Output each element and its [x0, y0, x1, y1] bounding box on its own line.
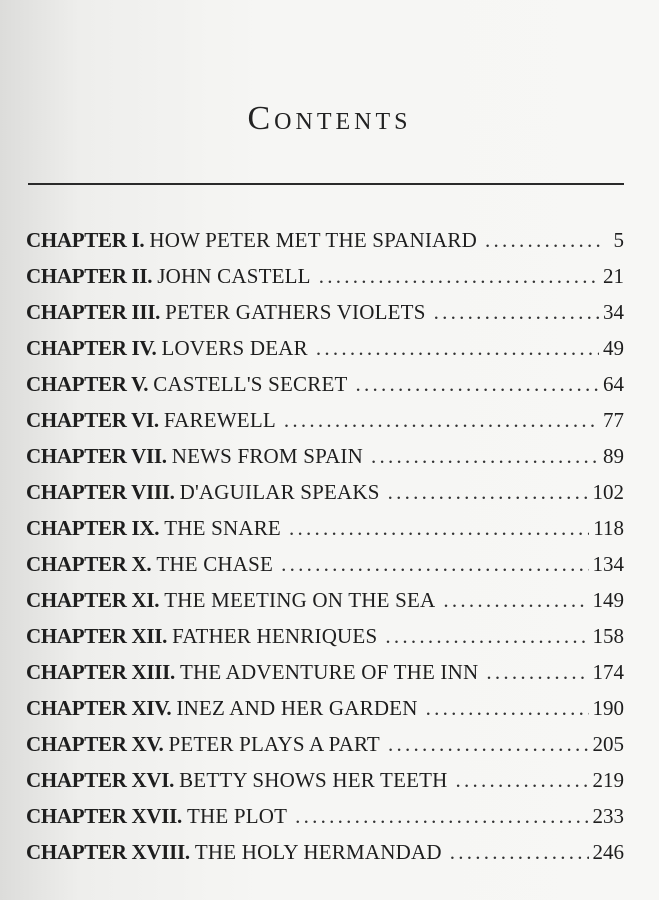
toc-entry[interactable]	[26, 258, 624, 294]
page-title: Contents	[247, 100, 412, 137]
toc-entry[interactable]	[26, 726, 624, 762]
toc-entry[interactable]	[26, 438, 624, 474]
chapter-title: THE ADVENTURE OF THE INN	[179, 660, 479, 684]
page-number: 246	[592, 840, 624, 864]
dot-leader	[443, 582, 588, 618]
toc-entry[interactable]	[26, 366, 624, 402]
chapter-number: CHAPTER XVIII.	[26, 840, 190, 864]
dot-leader	[295, 798, 588, 834]
toc-entry[interactable]	[26, 582, 624, 618]
chapter-title: INEZ AND HER GARDEN	[176, 696, 418, 720]
page-number: 64	[603, 372, 624, 396]
dot-leader	[385, 618, 588, 654]
page-number: 5	[613, 228, 624, 252]
page-number: 149	[592, 588, 624, 612]
chapter-number: CHAPTER VIII.	[26, 480, 175, 504]
chapter-number: CHAPTER VII.	[26, 444, 167, 468]
chapter-title: D'AGUILAR SPEAKS	[179, 480, 380, 504]
chapter-number: CHAPTER II.	[26, 264, 153, 288]
page-number: 89	[603, 444, 624, 468]
chapter-number: CHAPTER IX.	[26, 516, 160, 540]
dot-leader	[371, 438, 599, 474]
page-number: 158	[592, 624, 624, 648]
dot-leader	[289, 510, 589, 546]
dot-leader	[434, 294, 599, 330]
page-number: 233	[592, 804, 624, 828]
page-number: 49	[603, 336, 624, 360]
toc-entry[interactable]	[26, 798, 624, 834]
dot-leader	[319, 258, 599, 294]
chapter-title: CASTELL'S SECRET	[153, 372, 348, 396]
table-of-contents	[26, 222, 624, 870]
dot-leader	[388, 726, 589, 762]
dot-leader	[456, 762, 589, 798]
page-number: 34	[603, 300, 624, 324]
toc-entry[interactable]	[26, 510, 624, 546]
dot-leader	[450, 834, 589, 870]
chapter-title: HOW PETER MET THE SPANIARD	[149, 228, 477, 252]
chapter-title: LOVERS DEAR	[161, 336, 308, 360]
chapter-number: CHAPTER XII.	[26, 624, 168, 648]
toc-entry[interactable]	[26, 402, 624, 438]
chapter-number: CHAPTER X.	[26, 552, 152, 576]
toc-entry[interactable]	[26, 762, 624, 798]
chapter-title: BETTY SHOWS HER TEETH	[179, 768, 448, 792]
chapter-number: CHAPTER IV.	[26, 336, 157, 360]
chapter-title: THE SNARE	[164, 516, 281, 540]
chapter-number: CHAPTER XVI.	[26, 768, 175, 792]
dot-leader	[356, 366, 599, 402]
chapter-number: CHAPTER XI.	[26, 588, 160, 612]
page-number: 21	[603, 264, 624, 288]
page-number: 118	[593, 516, 624, 540]
chapter-title: PETER PLAYS A PART	[168, 732, 380, 756]
chapter-title: THE MEETING ON THE SEA	[164, 588, 436, 612]
page-number: 77	[603, 408, 624, 432]
dot-leader	[281, 546, 588, 582]
toc-entry[interactable]	[26, 546, 624, 582]
toc-entry[interactable]	[26, 654, 624, 690]
toc-entry[interactable]	[26, 618, 624, 654]
chapter-title: FAREWELL	[163, 408, 276, 432]
chapter-title: JOHN CASTELL	[157, 264, 311, 288]
toc-entry[interactable]	[26, 474, 624, 510]
toc-entry[interactable]	[26, 294, 624, 330]
toc-entry[interactable]	[26, 834, 624, 870]
toc-entry[interactable]	[26, 330, 624, 366]
toc-entry[interactable]	[26, 690, 624, 726]
chapter-number: CHAPTER XIII.	[26, 660, 175, 684]
chapter-number: CHAPTER XIV.	[26, 696, 172, 720]
chapter-number: CHAPTER XVII.	[26, 804, 182, 828]
dot-leader	[426, 690, 589, 726]
chapter-number: CHAPTER I.	[26, 228, 145, 252]
dot-leader	[388, 474, 589, 510]
page-number: 134	[592, 552, 624, 576]
chapter-title: PETER GATHERS VIOLETS	[165, 300, 426, 324]
chapter-number: CHAPTER V.	[26, 372, 149, 396]
chapter-number: CHAPTER III.	[26, 300, 161, 324]
page-number: 205	[592, 732, 624, 756]
page-number: 102	[592, 480, 624, 504]
dot-leader	[486, 654, 588, 690]
chapter-title: NEWS FROM SPAIN	[171, 444, 363, 468]
page-number: 190	[592, 696, 624, 720]
chapter-title: THE PLOT	[186, 804, 288, 828]
chapter-title: FATHER HENRIQUES	[172, 624, 378, 648]
title-divider	[28, 183, 624, 185]
chapter-title: THE HOLY HERMANDAD	[194, 840, 442, 864]
toc-entry[interactable]	[26, 222, 624, 258]
page-number: 219	[592, 768, 624, 792]
dot-leader	[284, 402, 599, 438]
chapter-number: CHAPTER VI.	[26, 408, 159, 432]
dot-leader	[316, 330, 599, 366]
dot-leader	[485, 222, 600, 258]
page-number: 174	[592, 660, 624, 684]
chapter-number: CHAPTER XV.	[26, 732, 164, 756]
chapter-title: THE CHASE	[156, 552, 274, 576]
